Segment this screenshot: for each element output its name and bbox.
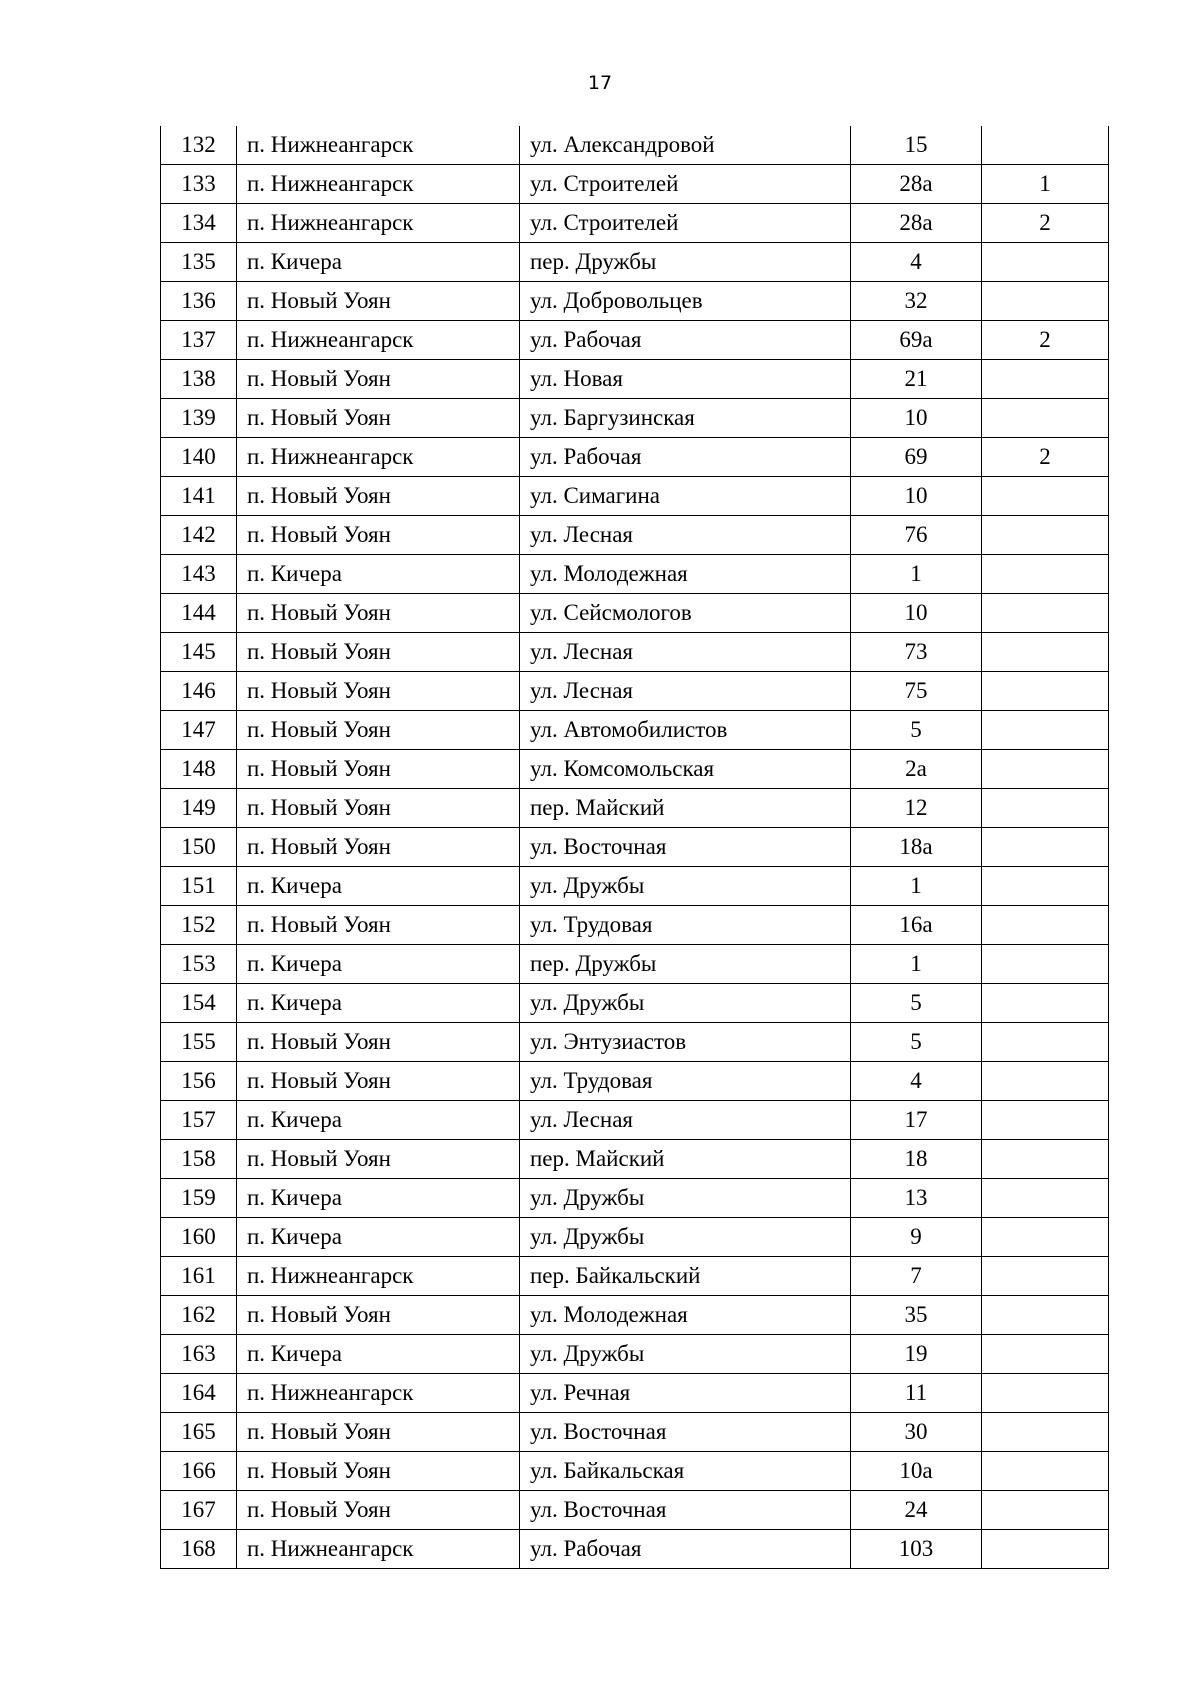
settlement-cell: п. Новый Уоян bbox=[237, 516, 520, 555]
table-row bbox=[161, 1023, 1109, 1062]
row-number-cell: 162 bbox=[161, 1296, 237, 1335]
house-number-cell: 10 bbox=[851, 594, 982, 633]
settlement-cell: п. Новый Уоян bbox=[237, 594, 520, 633]
settlement-cell: п. Нижнеангарск bbox=[237, 1257, 520, 1296]
extra-cell bbox=[982, 243, 1109, 282]
settlement-cell: п. Нижнеангарск bbox=[237, 204, 520, 243]
street-cell: пер. Байкальский bbox=[520, 1257, 851, 1296]
extra-cell: 2 bbox=[982, 438, 1109, 477]
street-cell: ул. Сейсмологов bbox=[520, 594, 851, 633]
house-number-cell: 4 bbox=[851, 1062, 982, 1101]
table-row bbox=[161, 867, 1109, 906]
settlement-cell: п. Новый Уоян bbox=[237, 1413, 520, 1452]
street-cell: ул. Дружбы bbox=[520, 867, 851, 906]
house-number-cell: 35 bbox=[851, 1296, 982, 1335]
house-number-cell: 103 bbox=[851, 1530, 982, 1569]
row-number-cell: 167 bbox=[161, 1491, 237, 1530]
settlement-cell: п. Кичера bbox=[237, 1335, 520, 1374]
settlement-cell: п. Кичера bbox=[237, 243, 520, 282]
table-row bbox=[161, 399, 1109, 438]
extra-cell bbox=[982, 1101, 1109, 1140]
house-number-cell: 10 bbox=[851, 477, 982, 516]
row-number-cell: 148 bbox=[161, 750, 237, 789]
settlement-cell: п. Новый Уоян bbox=[237, 1491, 520, 1530]
street-cell: ул. Баргузинская bbox=[520, 399, 851, 438]
street-cell: ул. Рабочая bbox=[520, 1530, 851, 1569]
settlement-cell: п. Нижнеангарск bbox=[237, 165, 520, 204]
extra-cell bbox=[982, 1257, 1109, 1296]
house-number-cell: 76 bbox=[851, 516, 982, 555]
table-row bbox=[161, 711, 1109, 750]
house-number-cell: 24 bbox=[851, 1491, 982, 1530]
extra-cell bbox=[982, 1023, 1109, 1062]
table-row bbox=[161, 1257, 1109, 1296]
table-body bbox=[161, 126, 1109, 1569]
page-number: 17 bbox=[587, 72, 613, 94]
house-number-cell: 18 bbox=[851, 1140, 982, 1179]
table-row bbox=[161, 1062, 1109, 1101]
street-cell: ул. Рабочая bbox=[520, 438, 851, 477]
street-cell: ул. Дружбы bbox=[520, 1218, 851, 1257]
house-number-cell: 18а bbox=[851, 828, 982, 867]
extra-cell bbox=[982, 672, 1109, 711]
extra-cell bbox=[982, 477, 1109, 516]
table-row bbox=[161, 906, 1109, 945]
extra-cell bbox=[982, 399, 1109, 438]
settlement-cell: п. Новый Уоян bbox=[237, 711, 520, 750]
extra-cell: 1 bbox=[982, 165, 1109, 204]
settlement-cell: п. Новый Уоян bbox=[237, 1452, 520, 1491]
table-row bbox=[161, 516, 1109, 555]
extra-cell bbox=[982, 945, 1109, 984]
table-row bbox=[161, 321, 1109, 360]
extra-cell bbox=[982, 789, 1109, 828]
street-cell: ул. Рабочая bbox=[520, 321, 851, 360]
row-number-cell: 164 bbox=[161, 1374, 237, 1413]
row-number-cell: 165 bbox=[161, 1413, 237, 1452]
street-cell: ул. Добровольцев bbox=[520, 282, 851, 321]
table-row bbox=[161, 1296, 1109, 1335]
settlement-cell: п. Нижнеангарск bbox=[237, 321, 520, 360]
house-number-cell: 11 bbox=[851, 1374, 982, 1413]
row-number-cell: 161 bbox=[161, 1257, 237, 1296]
house-number-cell: 15 bbox=[851, 126, 982, 165]
street-cell: ул. Молодежная bbox=[520, 1296, 851, 1335]
extra-cell bbox=[982, 1296, 1109, 1335]
extra-cell bbox=[982, 828, 1109, 867]
extra-cell bbox=[982, 1530, 1109, 1569]
table-row bbox=[161, 165, 1109, 204]
settlement-cell: п. Кичера bbox=[237, 1218, 520, 1257]
table-row bbox=[161, 750, 1109, 789]
row-number-cell: 153 bbox=[161, 945, 237, 984]
house-number-cell: 10а bbox=[851, 1452, 982, 1491]
row-number-cell: 160 bbox=[161, 1218, 237, 1257]
extra-cell bbox=[982, 633, 1109, 672]
house-number-cell: 21 bbox=[851, 360, 982, 399]
table-row bbox=[161, 243, 1109, 282]
settlement-cell: п. Новый Уоян bbox=[237, 789, 520, 828]
extra-cell bbox=[982, 1335, 1109, 1374]
settlement-cell: п. Новый Уоян bbox=[237, 282, 520, 321]
row-number-cell: 150 bbox=[161, 828, 237, 867]
row-number-cell: 146 bbox=[161, 672, 237, 711]
street-cell: ул. Дружбы bbox=[520, 1179, 851, 1218]
extra-cell bbox=[982, 594, 1109, 633]
row-number-cell: 142 bbox=[161, 516, 237, 555]
row-number-cell: 138 bbox=[161, 360, 237, 399]
house-number-cell: 16а bbox=[851, 906, 982, 945]
row-number-cell: 159 bbox=[161, 1179, 237, 1218]
house-number-cell: 32 bbox=[851, 282, 982, 321]
house-number-cell: 28а bbox=[851, 204, 982, 243]
table-row bbox=[161, 672, 1109, 711]
table-row bbox=[161, 360, 1109, 399]
extra-cell bbox=[982, 984, 1109, 1023]
extra-cell bbox=[982, 1218, 1109, 1257]
street-cell: ул. Лесная bbox=[520, 1101, 851, 1140]
house-number-cell: 13 bbox=[851, 1179, 982, 1218]
street-cell: пер. Майский bbox=[520, 1140, 851, 1179]
table-row bbox=[161, 1335, 1109, 1374]
house-number-cell: 17 bbox=[851, 1101, 982, 1140]
settlement-cell: п. Новый Уоян bbox=[237, 1023, 520, 1062]
house-number-cell: 5 bbox=[851, 984, 982, 1023]
table-row bbox=[161, 1452, 1109, 1491]
street-cell: ул. Автомобилистов bbox=[520, 711, 851, 750]
table-row bbox=[161, 789, 1109, 828]
extra-cell bbox=[982, 282, 1109, 321]
row-number-cell: 147 bbox=[161, 711, 237, 750]
table-row bbox=[161, 594, 1109, 633]
house-number-cell: 10 bbox=[851, 399, 982, 438]
street-cell: ул. Восточная bbox=[520, 1491, 851, 1530]
street-cell: пер. Майский bbox=[520, 789, 851, 828]
settlement-cell: п. Новый Уоян bbox=[237, 477, 520, 516]
settlement-cell: п. Нижнеангарск bbox=[237, 1374, 520, 1413]
row-number-cell: 139 bbox=[161, 399, 237, 438]
house-number-cell: 69 bbox=[851, 438, 982, 477]
street-cell: ул. Лесная bbox=[520, 633, 851, 672]
street-cell: ул. Дружбы bbox=[520, 984, 851, 1023]
extra-cell bbox=[982, 1062, 1109, 1101]
row-number-cell: 134 bbox=[161, 204, 237, 243]
street-cell: ул. Восточная bbox=[520, 1413, 851, 1452]
extra-cell: 2 bbox=[982, 204, 1109, 243]
street-cell: пер. Дружбы bbox=[520, 945, 851, 984]
house-number-cell: 7 bbox=[851, 1257, 982, 1296]
row-number-cell: 132 bbox=[161, 126, 237, 165]
street-cell: ул. Речная bbox=[520, 1374, 851, 1413]
table-row bbox=[161, 1413, 1109, 1452]
table-row bbox=[161, 1101, 1109, 1140]
row-number-cell: 166 bbox=[161, 1452, 237, 1491]
house-number-cell: 69а bbox=[851, 321, 982, 360]
settlement-cell: п. Новый Уоян bbox=[237, 906, 520, 945]
settlement-cell: п. Новый Уоян bbox=[237, 360, 520, 399]
table-row bbox=[161, 555, 1109, 594]
row-number-cell: 145 bbox=[161, 633, 237, 672]
extra-cell bbox=[982, 360, 1109, 399]
extra-cell: 2 bbox=[982, 321, 1109, 360]
extra-cell bbox=[982, 126, 1109, 165]
street-cell: ул. Строителей bbox=[520, 165, 851, 204]
extra-cell bbox=[982, 867, 1109, 906]
row-number-cell: 158 bbox=[161, 1140, 237, 1179]
street-cell: ул. Байкальская bbox=[520, 1452, 851, 1491]
street-cell: пер. Дружбы bbox=[520, 243, 851, 282]
settlement-cell: п. Кичера bbox=[237, 1179, 520, 1218]
extra-cell bbox=[982, 1413, 1109, 1452]
house-number-cell: 5 bbox=[851, 711, 982, 750]
settlement-cell: п. Кичера bbox=[237, 945, 520, 984]
settlement-cell: п. Новый Уоян bbox=[237, 399, 520, 438]
table-row bbox=[161, 1491, 1109, 1530]
street-cell: ул. Дружбы bbox=[520, 1335, 851, 1374]
street-cell: ул. Строителей bbox=[520, 204, 851, 243]
table-row bbox=[161, 633, 1109, 672]
row-number-cell: 135 bbox=[161, 243, 237, 282]
street-cell: ул. Трудовая bbox=[520, 1062, 851, 1101]
row-number-cell: 144 bbox=[161, 594, 237, 633]
extra-cell bbox=[982, 555, 1109, 594]
settlement-cell: п. Новый Уоян bbox=[237, 633, 520, 672]
street-cell: ул. Трудовая bbox=[520, 906, 851, 945]
settlement-cell: п. Кичера bbox=[237, 1101, 520, 1140]
street-cell: ул. Александровой bbox=[520, 126, 851, 165]
settlement-cell: п. Нижнеангарск bbox=[237, 438, 520, 477]
table-row bbox=[161, 1530, 1109, 1569]
extra-cell bbox=[982, 1491, 1109, 1530]
table-row bbox=[161, 477, 1109, 516]
extra-cell bbox=[982, 1140, 1109, 1179]
settlement-cell: п. Новый Уоян bbox=[237, 750, 520, 789]
house-number-cell: 1 bbox=[851, 945, 982, 984]
house-number-cell: 75 bbox=[851, 672, 982, 711]
street-cell: ул. Симагина bbox=[520, 477, 851, 516]
row-number-cell: 140 bbox=[161, 438, 237, 477]
row-number-cell: 155 bbox=[161, 1023, 237, 1062]
row-number-cell: 157 bbox=[161, 1101, 237, 1140]
extra-cell bbox=[982, 1179, 1109, 1218]
table-row bbox=[161, 828, 1109, 867]
row-number-cell: 137 bbox=[161, 321, 237, 360]
extra-cell bbox=[982, 711, 1109, 750]
row-number-cell: 151 bbox=[161, 867, 237, 906]
house-number-cell: 2а bbox=[851, 750, 982, 789]
settlement-cell: п. Новый Уоян bbox=[237, 672, 520, 711]
extra-cell bbox=[982, 906, 1109, 945]
table-row bbox=[161, 438, 1109, 477]
street-cell: ул. Восточная bbox=[520, 828, 851, 867]
table-row bbox=[161, 945, 1109, 984]
settlement-cell: п. Новый Уоян bbox=[237, 1140, 520, 1179]
street-cell: ул. Лесная bbox=[520, 516, 851, 555]
house-number-cell: 30 bbox=[851, 1413, 982, 1452]
row-number-cell: 149 bbox=[161, 789, 237, 828]
house-number-cell: 9 bbox=[851, 1218, 982, 1257]
table-row bbox=[161, 1374, 1109, 1413]
house-number-cell: 28а bbox=[851, 165, 982, 204]
row-number-cell: 154 bbox=[161, 984, 237, 1023]
row-number-cell: 133 bbox=[161, 165, 237, 204]
row-number-cell: 141 bbox=[161, 477, 237, 516]
extra-cell bbox=[982, 516, 1109, 555]
street-cell: ул. Энтузиастов bbox=[520, 1023, 851, 1062]
house-number-cell: 12 bbox=[851, 789, 982, 828]
settlement-cell: п. Нижнеангарск bbox=[237, 126, 520, 165]
row-number-cell: 143 bbox=[161, 555, 237, 594]
street-cell: ул. Молодежная bbox=[520, 555, 851, 594]
table-row bbox=[161, 984, 1109, 1023]
house-number-cell: 4 bbox=[851, 243, 982, 282]
house-number-cell: 73 bbox=[851, 633, 982, 672]
row-number-cell: 163 bbox=[161, 1335, 237, 1374]
settlement-cell: п. Новый Уоян bbox=[237, 828, 520, 867]
table-row bbox=[161, 1140, 1109, 1179]
street-cell: ул. Новая bbox=[520, 360, 851, 399]
settlement-cell: п. Кичера bbox=[237, 555, 520, 594]
street-cell: ул. Лесная bbox=[520, 672, 851, 711]
settlement-cell: п. Нижнеангарск bbox=[237, 1530, 520, 1569]
settlement-cell: п. Кичера bbox=[237, 984, 520, 1023]
row-number-cell: 152 bbox=[161, 906, 237, 945]
table-row bbox=[161, 126, 1109, 165]
extra-cell bbox=[982, 1374, 1109, 1413]
extra-cell bbox=[982, 750, 1109, 789]
house-number-cell: 1 bbox=[851, 867, 982, 906]
row-number-cell: 156 bbox=[161, 1062, 237, 1101]
extra-cell bbox=[982, 1452, 1109, 1491]
row-number-cell: 136 bbox=[161, 282, 237, 321]
table-row bbox=[161, 282, 1109, 321]
table-row bbox=[161, 1218, 1109, 1257]
house-number-cell: 5 bbox=[851, 1023, 982, 1062]
table-row bbox=[161, 204, 1109, 243]
address-table bbox=[160, 126, 1109, 1569]
house-number-cell: 19 bbox=[851, 1335, 982, 1374]
row-number-cell: 168 bbox=[161, 1530, 237, 1569]
settlement-cell: п. Новый Уоян bbox=[237, 1296, 520, 1335]
street-cell: ул. Комсомольская bbox=[520, 750, 851, 789]
table-row bbox=[161, 1179, 1109, 1218]
settlement-cell: п. Новый Уоян bbox=[237, 1062, 520, 1101]
house-number-cell: 1 bbox=[851, 555, 982, 594]
settlement-cell: п. Кичера bbox=[237, 867, 520, 906]
